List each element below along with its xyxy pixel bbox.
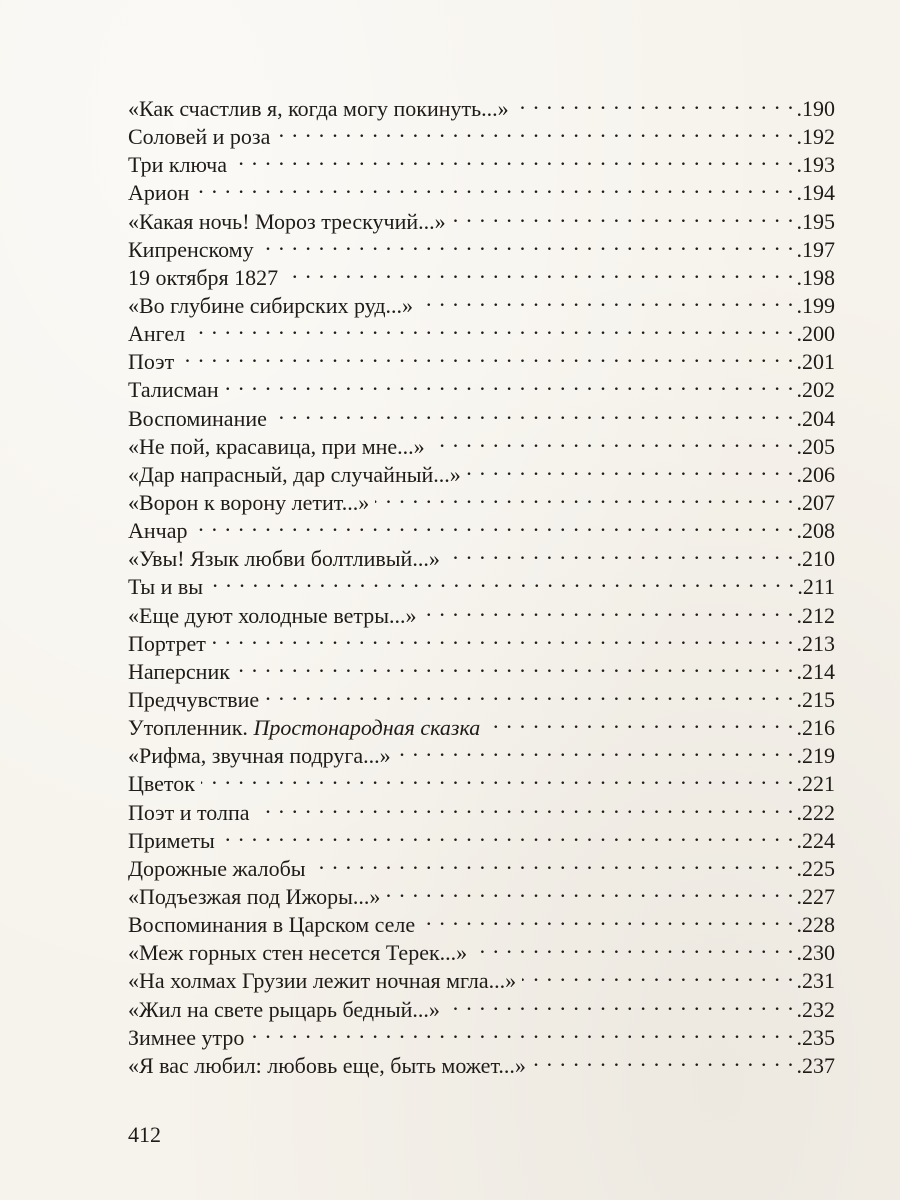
- dot-leader: [284, 257, 794, 285]
- dot-leader: [250, 1017, 794, 1045]
- dot-leader: [397, 735, 795, 763]
- toc-entry-title-text: «Жил на свете рыцарь бедный...»: [128, 996, 440, 1022]
- toc-entry-page: .216: [796, 715, 835, 741]
- dot-leader: [423, 595, 795, 623]
- toc-entry: [128, 510, 835, 544]
- toc-entry-title: [128, 827, 215, 855]
- toc-entry-title: [128, 855, 306, 883]
- toc-entry-title-text: «Не пой, красавица, при мне...»: [128, 433, 425, 459]
- toc-entry-page: .201: [796, 349, 835, 375]
- toc-entry-title-text: Три ключа: [128, 152, 227, 178]
- dot-leader: [236, 651, 795, 679]
- toc-entry: [128, 341, 835, 375]
- toc-entry-page: .225: [796, 855, 835, 881]
- dot-leader: [452, 201, 795, 229]
- toc-entry-title: [128, 630, 206, 658]
- toc-entry-title-text: Цветок: [128, 771, 195, 797]
- dot-leader: [446, 989, 795, 1017]
- dot-leader: [312, 848, 795, 876]
- dot-leader: [467, 454, 795, 482]
- toc-entry-title-text: Портрет: [128, 630, 206, 656]
- toc-entry-title-text: Анчар: [128, 518, 188, 544]
- toc-entry: [128, 313, 835, 347]
- dot-leader: [273, 398, 795, 426]
- toc-entry-page: .194: [796, 180, 835, 206]
- dot-leader: [446, 538, 795, 566]
- toc-entry: [128, 172, 835, 206]
- dot-leader: [276, 116, 794, 144]
- toc-entry-title-text: Ты и вы: [128, 574, 204, 600]
- toc-entry-page: .193: [796, 152, 835, 178]
- toc-entry-title-text: Поэт: [128, 349, 175, 375]
- toc-entry-title: [128, 1052, 526, 1080]
- toc-entry-title-text: «Какая ночь! Мороз трескучий...»: [128, 208, 446, 234]
- toc-entry-page: .190: [796, 96, 835, 121]
- toc-entry-page: .206: [796, 461, 835, 487]
- toc-entry-title: [128, 376, 219, 404]
- toc-entry-page: .207: [796, 489, 835, 515]
- dot-leader: [195, 172, 794, 200]
- toc-entry-title-text: Ангел: [128, 321, 186, 347]
- dot-leader: [421, 904, 794, 932]
- toc-entry: [128, 201, 835, 234]
- toc-entry: [128, 820, 835, 853]
- toc-entry: [128, 538, 835, 572]
- toc-entry-title-text: «Я вас любил: любовь еще, быть может...»: [128, 1052, 526, 1078]
- toc-entry-title: [128, 264, 278, 292]
- toc-entry-page: .204: [796, 405, 835, 431]
- dot-leader: [522, 960, 794, 988]
- toc-entry: [128, 144, 835, 178]
- toc-entry-title: [128, 939, 467, 967]
- toc-entry-page: .215: [796, 686, 835, 712]
- toc-entry-page: .208: [796, 518, 835, 544]
- toc-entry-subtitle: Простонародная сказка: [253, 715, 481, 741]
- toc-entry-title-text: «Во глубине сибирских руд...»: [128, 292, 414, 318]
- toc-entry: [128, 595, 835, 628]
- toc-entry-page: .212: [796, 602, 835, 628]
- toc-entry: [128, 651, 835, 684]
- toc-entry: [128, 88, 835, 121]
- toc-entry-page: .200: [796, 321, 835, 347]
- toc-entry-title-text: «Рифма, звучная подруга...»: [128, 743, 391, 769]
- toc-entry-page: .198: [796, 264, 835, 290]
- dot-leader: [201, 763, 795, 791]
- toc-entry-title-text: Кипренскому: [128, 236, 254, 262]
- toc-entry-title-text: Воспоминание: [128, 405, 267, 431]
- dot-leader: [209, 566, 795, 594]
- toc-entry-page: .224: [796, 827, 835, 853]
- table-of-contents: [128, 88, 835, 1078]
- toc-entry-page: .202: [796, 377, 835, 403]
- toc-entry: [128, 369, 835, 403]
- toc-entry-page: .219: [796, 743, 835, 769]
- toc-entry-page: .228: [796, 912, 835, 938]
- toc-entry-title: [128, 1024, 244, 1052]
- toc-entry-title-text: «Еще дуют холодные ветры...»: [128, 602, 417, 628]
- toc-entry: [128, 679, 835, 712]
- toc-entry-title-text: Талисман: [128, 377, 219, 403]
- toc-entry-page: .213: [796, 630, 835, 656]
- toc-entry-title-text: Соловей и роза: [128, 124, 271, 150]
- dot-leader: [532, 1045, 795, 1073]
- dot-leader: [225, 369, 795, 397]
- dot-leader: [260, 229, 795, 257]
- dot-leader: [375, 482, 794, 510]
- toc-entry-page: .222: [796, 799, 835, 825]
- toc-entry-title: [128, 179, 189, 207]
- toc-entry-title-text: «Дар напрасный, дар случайный...»: [128, 461, 461, 487]
- toc-entry-title: [128, 405, 267, 433]
- dot-leader: [419, 285, 794, 313]
- toc-entry-title: [128, 573, 203, 601]
- toc-entry-title: [128, 686, 259, 714]
- toc-entry-page: .199: [796, 292, 835, 318]
- toc-entry: [128, 792, 835, 825]
- toc-entry-page: .205: [796, 433, 835, 459]
- toc-entry-title: [128, 770, 195, 798]
- toc-entry-page: .221: [796, 771, 835, 797]
- toc-entry-title: [128, 883, 380, 911]
- toc-entry-page: .231: [796, 968, 835, 994]
- dot-leader: [221, 820, 795, 848]
- toc-entry: [128, 623, 835, 656]
- toc-entry-title-text: Арион: [128, 180, 190, 206]
- toc-entry-title-text: «На холмах Грузии лежит ночная мгла...»: [128, 968, 517, 994]
- toc-entry-page: .197: [796, 236, 835, 262]
- dot-leader: [180, 341, 794, 369]
- toc-entry-page: .195: [796, 208, 835, 234]
- toc-entry-title: [128, 517, 188, 545]
- toc-entry-title-text: Зимнее утро: [128, 1024, 245, 1050]
- toc-entry: [128, 848, 835, 881]
- dot-leader: [191, 313, 794, 341]
- toc-entry: [128, 566, 835, 600]
- toc-entry-page: .227: [796, 883, 835, 909]
- toc-entry-page: .192: [796, 124, 835, 150]
- toc-entry-title-text: Воспоминания в Царском селе: [128, 912, 416, 938]
- dot-leader: [486, 707, 794, 735]
- toc-entry-title-text: «Меж горных стен несется Терек...»: [128, 940, 468, 966]
- toc-entry-page: .237: [796, 1052, 835, 1078]
- toc-entry: [128, 398, 835, 431]
- toc-entry-title-text: «Подъезжая под Ижоры...»: [128, 883, 381, 909]
- toc-entry-title: [128, 433, 425, 461]
- dot-leader: [265, 679, 794, 707]
- toc-entry-title: [128, 911, 415, 939]
- toc-entry-title-text: «Ворон к ворону летит...»: [128, 489, 370, 515]
- toc-entry-title-text: 19 октября 1827: [128, 264, 279, 290]
- dot-leader: [256, 792, 795, 820]
- toc-entry-title-text: Наперсник: [128, 658, 230, 684]
- dot-leader: [386, 876, 794, 904]
- toc-entry-page: .210: [796, 546, 835, 572]
- toc-entry-title-text: Поэт и толпа: [128, 799, 250, 825]
- dot-leader: [194, 510, 795, 538]
- toc-entry-title-text: Предчувствие: [128, 686, 260, 712]
- toc-entry-page: .211: [797, 574, 835, 600]
- toc-entry-title: [128, 320, 185, 348]
- dot-leader: [212, 623, 795, 651]
- dot-leader: [515, 88, 795, 116]
- toc-entry-page: .235: [796, 1024, 835, 1050]
- toc-entry: [128, 763, 835, 797]
- toc-entry-page: .214: [796, 658, 835, 684]
- toc-entry-title: [128, 348, 174, 376]
- toc-entry-page: .232: [796, 996, 835, 1022]
- toc-entry-title: [128, 658, 230, 686]
- toc-entry-title-text: Дорожные жалобы: [128, 855, 306, 881]
- toc-entry-title-text: «Увы! Язык любви болтливый...»: [128, 546, 440, 572]
- toc-entry-title: [128, 236, 254, 264]
- dot-leader: [473, 932, 794, 960]
- toc-entry-page: .230: [796, 940, 835, 966]
- dot-leader: [233, 144, 795, 172]
- toc-entry-title-text: «Как счастлив я, когда могу покинуть...»: [128, 96, 509, 121]
- page-number: 412: [128, 1122, 161, 1147]
- dot-leader: [431, 426, 795, 454]
- toc-entry-title-text: Приметы: [128, 827, 215, 853]
- toc-entry-title-text: Утопленник.: [128, 715, 248, 741]
